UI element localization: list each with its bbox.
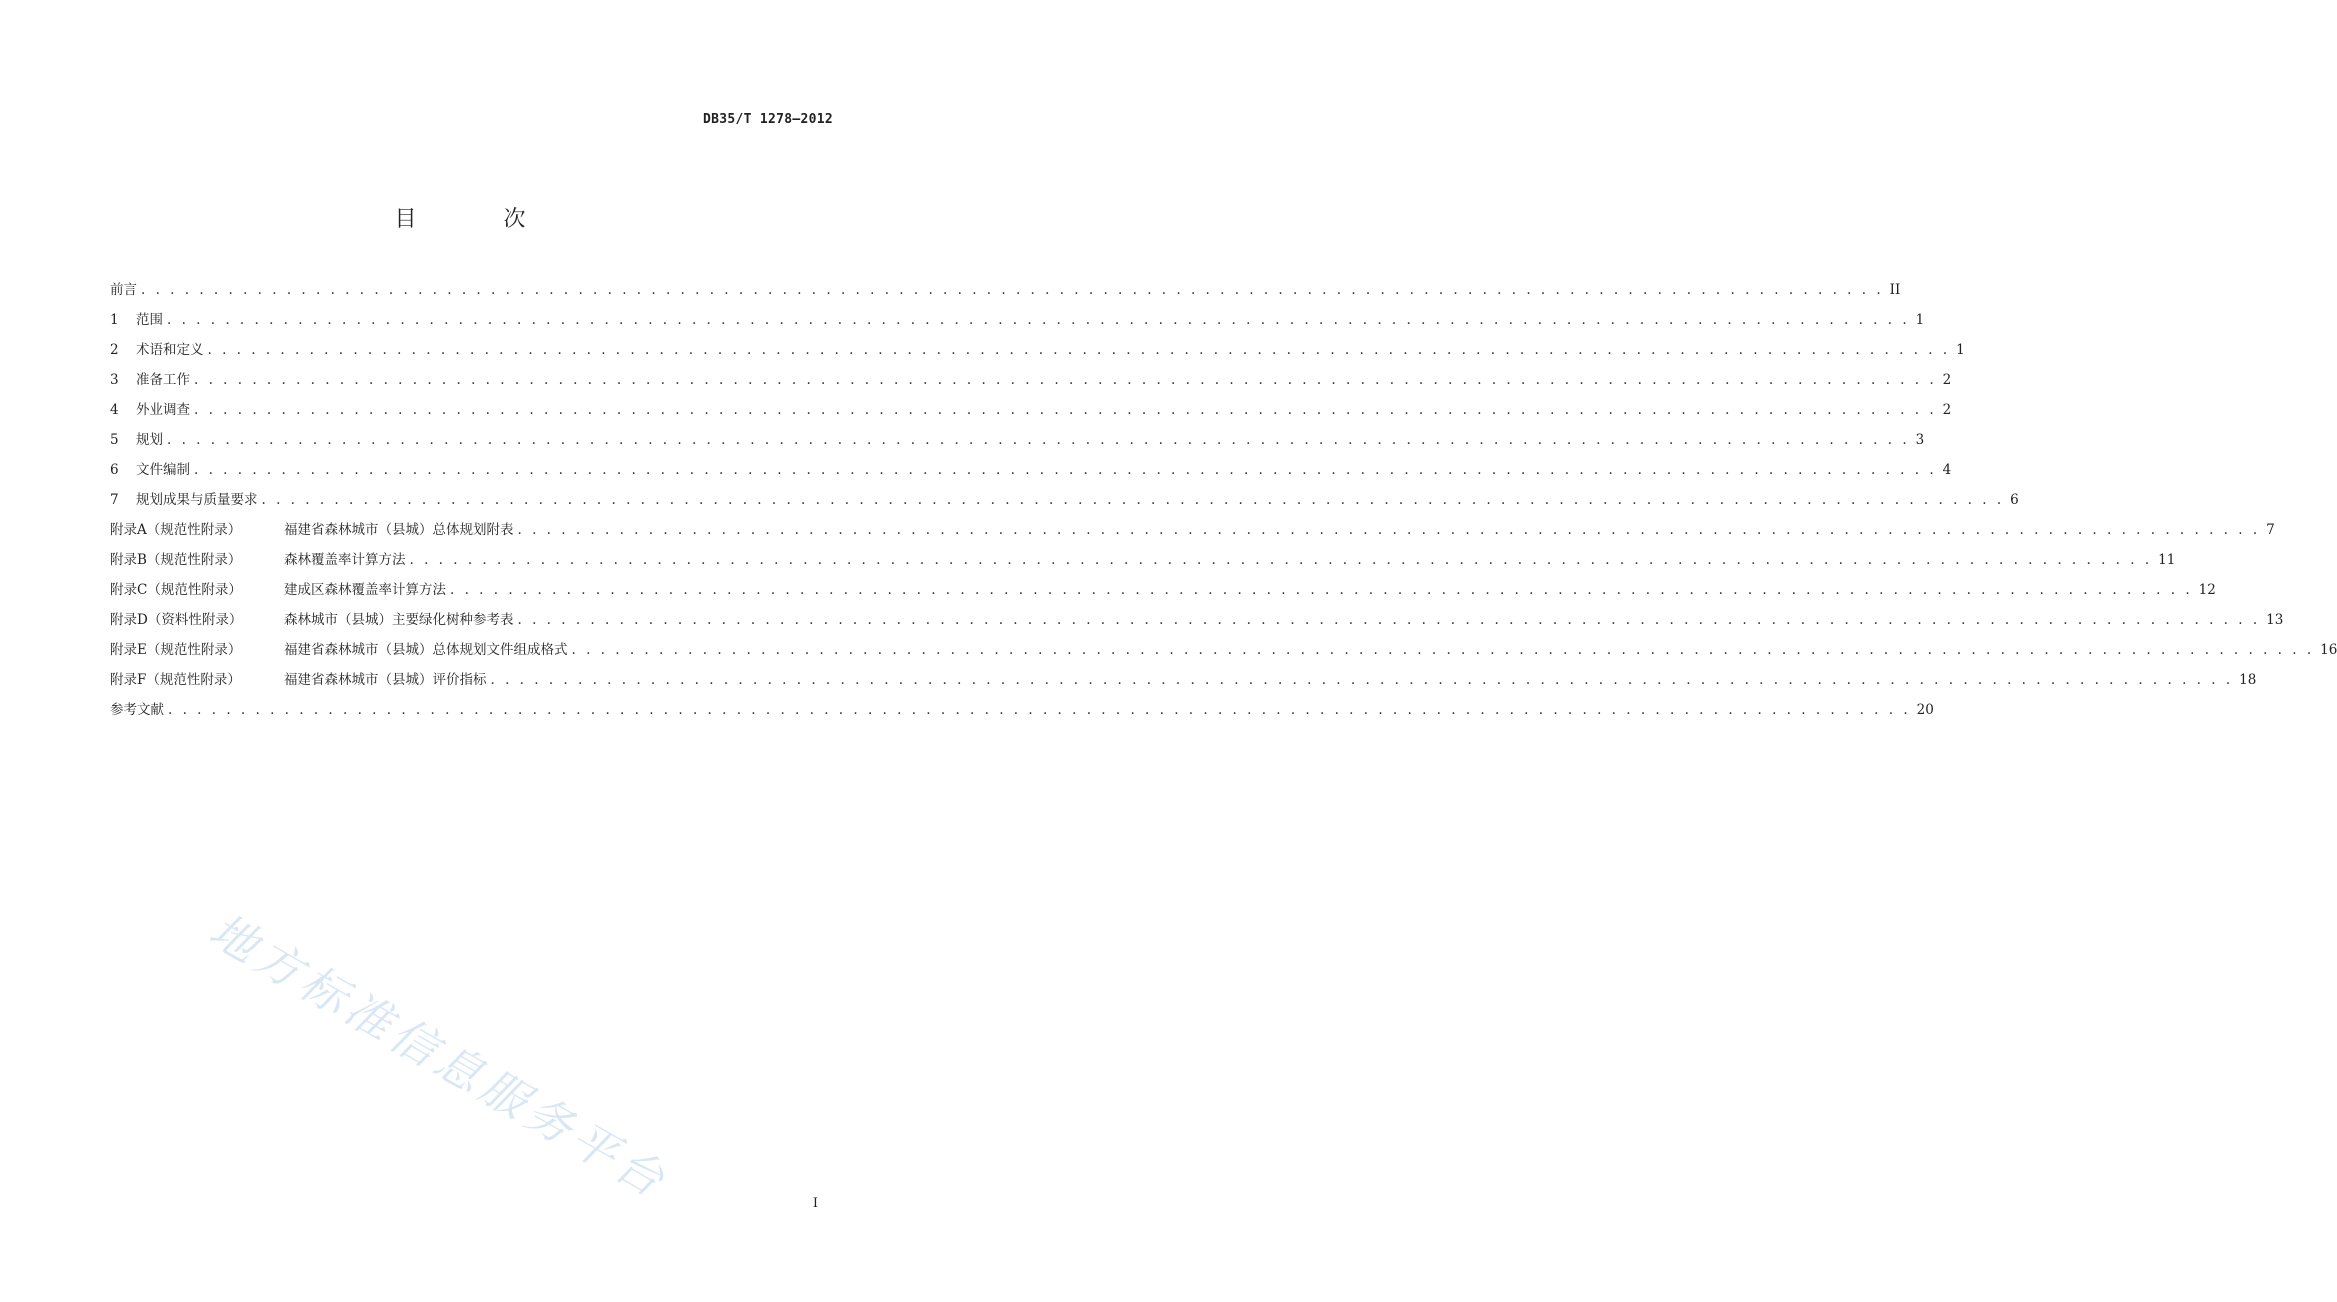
toc-entry-label xyxy=(110,305,163,335)
toc-entry-title: 术语和定义 xyxy=(136,342,204,358)
toc-entry-number: 6 xyxy=(110,462,119,478)
toc-entry-title: 准备工作 xyxy=(136,372,190,388)
toc-entry-title: 外业调查 xyxy=(136,402,190,418)
toc-entry-page: 4 xyxy=(1942,462,1952,478)
toc-entry-title: 规划成果与质量要求 xyxy=(136,492,258,508)
toc-entry-label xyxy=(110,545,406,575)
toc-appendix-marker: 附录D（资料性附录） xyxy=(110,612,243,628)
toc-entry-page: 2 xyxy=(1942,402,1952,418)
toc-leader-dots: . . . . . . . . . . . . . . . . . . . . . . . . . . . . . . . . . . . . . . . . . . . . . . . . . . . . . . . . . . . . . . . . . . . . . . . . . . . . . . . . . . . . . . . . . . . . . . . . . . . . . . . . . . . . . . . . . . . . . . . . xyxy=(490,672,2234,688)
toc-leader-dots: . . . . . . . . . . . . . . . . . . . . . . . . . . . . . . . . . . . . . . . . . . . . . . . . . . . . . . . . . . . . . . . . . . . . . . . . . . . . . . . . . . . . . . . . . . . . . . . . . . . . . . . . . . . . . . . . . . . . . . . . xyxy=(167,312,1910,328)
toc-entry-title: 福建省森林城市（县城）总体规划文件组成格式 xyxy=(284,642,568,658)
toc-leader-dots: . . . . . . . . . . . . . . . . . . . . . . . . . . . . . . . . . . . . . . . . . . . . . . . . . . . . . . . . . . . . . . . . . . . . . . . . . . . . . . . . . . . . . . . . . . . . . . . . . . . . . . . . . . . . . . . . . . . . . . . . xyxy=(517,522,2261,538)
toc-entry-label xyxy=(110,365,190,395)
toc-leader-dots: . . . . . . . . . . . . . . . . . . . . . . . . . . . . . . . . . . . . . . . . . . . . . . . . . . . . . . . . . . . . . . . . . . . . . . . . . . . . . . . . . . . . . . . . . . . . . . . . . . . . . . . . . . . . . . . . . . . . . . . . xyxy=(450,582,2193,598)
toc-entry-title: 福建省森林城市（县城）评价指标 xyxy=(284,672,487,688)
toc-entry-title: 建成区森林覆盖率计算方法 xyxy=(284,582,446,598)
toc-entry-page: 13 xyxy=(2266,612,2284,628)
toc-entry-page: 1 xyxy=(1915,312,1925,328)
toc-entry-page: 11 xyxy=(2158,552,2176,568)
page-number: I xyxy=(812,1196,818,1211)
toc-entry-title: 范围 xyxy=(136,312,163,328)
toc-entry-page: 3 xyxy=(1915,432,1925,448)
toc-entry-page: 2 xyxy=(1942,372,1952,388)
toc-entry[interactable] xyxy=(110,545,2176,575)
toc-entry-title: 森林城市（县城）主要绿化树种参考表 xyxy=(284,612,514,628)
toc-entry-title: 前言 xyxy=(110,282,137,298)
toc-entry[interactable] xyxy=(110,455,1952,485)
toc-entry-label xyxy=(110,635,568,665)
toc-entry-page: 12 xyxy=(2198,582,2216,598)
toc-entry[interactable] xyxy=(110,305,1925,335)
toc-leader-dots: . . . . . . . . . . . . . . . . . . . . . . . . . . . . . . . . . . . . . . . . . . . . . . . . . . . . . . . . . . . . . . . . . . . . . . . . . . . . . . . . . . . . . . . . . . . . . . . . . . . . . . . . . . . . . . . . . . . . . . . . xyxy=(571,642,2315,658)
toc-entry-page: 16 xyxy=(2320,642,2337,658)
toc-appendix-marker: 附录E（规范性附录） xyxy=(110,642,242,658)
toc-entry[interactable] xyxy=(110,635,2337,665)
toc-leader-dots: . . . . . . . . . . . . . . . . . . . . . . . . . . . . . . . . . . . . . . . . . . . . . . . . . . . . . . . . . . . . . . . . . . . . . . . . . . . . . . . . . . . . . . . . . . . . . . . . . . . . . . . . . . . . . . . . . . . . . . . . xyxy=(194,372,1937,388)
toc-entry-title: 文件编制 xyxy=(136,462,190,478)
page-title: 目 次 xyxy=(394,207,566,232)
toc-entry[interactable] xyxy=(110,575,2216,605)
toc-entry-number: 5 xyxy=(110,432,119,448)
toc-entry-label xyxy=(110,485,258,515)
toc-entry-page: 6 xyxy=(2010,492,2019,508)
toc-entry-page: 1 xyxy=(1956,342,1965,358)
toc-entry-label xyxy=(110,455,190,485)
toc-appendix-marker: 附录C（规范性附录） xyxy=(110,582,242,598)
watermark: 地方标准信息服务平台 xyxy=(200,902,678,1210)
toc-entry-page: II xyxy=(1889,282,1901,298)
toc-entry-title: 规划 xyxy=(136,432,163,448)
toc-entry[interactable] xyxy=(110,335,1965,365)
toc-leader-dots: . . . . . . . . . . . . . . . . . . . . . . . . . . . . . . . . . . . . . . . . . . . . . . . . . . . . . . . . . . . . . . . . . . . . . . . . . . . . . . . . . . . . . . . . . . . . . . . . . . . . . . . . . . . . . . . . . . . . . . . . xyxy=(517,612,2261,628)
toc-leader-dots: . . . . . . . . . . . . . . . . . . . . . . . . . . . . . . . . . . . . . . . . . . . . . . . . . . . . . . . . . . . . . . . . . . . . . . . . . . . . . . . . . . . . . . . . . . . . . . . . . . . . . . . . . . . . . . . . . . . . . . . . xyxy=(194,462,1937,478)
toc-entry-number: 4 xyxy=(110,402,119,418)
toc-entry-page: 18 xyxy=(2239,672,2257,688)
table-of-contents xyxy=(110,275,2337,725)
toc-entry-label xyxy=(110,695,164,725)
toc-entry-label xyxy=(110,275,137,305)
toc-entry-label xyxy=(110,425,163,455)
toc-entry-label xyxy=(110,575,446,605)
toc-entry-number: 2 xyxy=(110,342,119,358)
toc-entry-number: 3 xyxy=(110,372,119,388)
document-code: DB35/T 1278—2012 xyxy=(702,112,833,127)
toc-entry[interactable] xyxy=(110,275,1901,305)
toc-entry-label xyxy=(110,605,514,635)
toc-leader-dots: . . . . . . . . . . . . . . . . . . . . . . . . . . . . . . . . . . . . . . . . . . . . . . . . . . . . . . . . . . . . . . . . . . . . . . . . . . . . . . . . . . . . . . . . . . . . . . . . . . . . . . . . . . . . . . . . . . . . . . . . xyxy=(168,702,1911,718)
toc-leader-dots: . . . . . . . . . . . . . . . . . . . . . . . . . . . . . . . . . . . . . . . . . . . . . . . . . . . . . . . . . . . . . . . . . . . . . . . . . . . . . . . . . . . . . . . . . . . . . . . . . . . . . . . . . . . . . . . . . . . . . . . . xyxy=(141,282,1884,298)
toc-leader-dots: . . . . . . . . . . . . . . . . . . . . . . . . . . . . . . . . . . . . . . . . . . . . . . . . . . . . . . . . . . . . . . . . . . . . . . . . . . . . . . . . . . . . . . . . . . . . . . . . . . . . . . . . . . . . . . . . . . . . . . . . xyxy=(167,432,1910,448)
toc-entry-number: 1 xyxy=(110,312,119,328)
toc-entry-title: 森林覆盖率计算方法 xyxy=(284,552,406,568)
toc-appendix-marker: 附录A（规范性附录） xyxy=(110,522,242,538)
toc-entry-label xyxy=(110,515,514,545)
toc-entry-title: 福建省森林城市（县城）总体规划附表 xyxy=(284,522,514,538)
toc-entry-page: 7 xyxy=(2266,522,2275,538)
toc-entry-page: 20 xyxy=(1916,702,1934,718)
toc-entry[interactable] xyxy=(110,515,2275,545)
toc-entry[interactable] xyxy=(110,425,1925,455)
toc-entry[interactable] xyxy=(110,365,1952,395)
toc-leader-dots: . . . . . . . . . . . . . . . . . . . . . . . . . . . . . . . . . . . . . . . . . . . . . . . . . . . . . . . . . . . . . . . . . . . . . . . . . . . . . . . . . . . . . . . . . . . . . . . . . . . . . . . . . . . . . . . . . . . . . . . . xyxy=(409,552,2153,568)
toc-entry-label xyxy=(110,335,204,365)
toc-leader-dots: . . . . . . . . . . . . . . . . . . . . . . . . . . . . . . . . . . . . . . . . . . . . . . . . . . . . . . . . . . . . . . . . . . . . . . . . . . . . . . . . . . . . . . . . . . . . . . . . . . . . . . . . . . . . . . . . . . . . . . . . xyxy=(194,402,1937,418)
toc-entry-label xyxy=(110,395,190,425)
toc-entry[interactable] xyxy=(110,695,1934,725)
toc-entry-number: 7 xyxy=(110,492,119,508)
toc-entry-title: 参考文献 xyxy=(110,702,164,718)
toc-entry-label xyxy=(110,665,487,695)
toc-entry[interactable] xyxy=(110,665,2257,695)
toc-appendix-marker: 附录B（规范性附录） xyxy=(110,552,242,568)
toc-leader-dots: . . . . . . . . . . . . . . . . . . . . . . . . . . . . . . . . . . . . . . . . . . . . . . . . . . . . . . . . . . . . . . . . . . . . . . . . . . . . . . . . . . . . . . . . . . . . . . . . . . . . . . . . . . . . . . . . . . . . . . . . xyxy=(207,342,1951,358)
toc-entry[interactable] xyxy=(110,605,2284,635)
toc-entry[interactable] xyxy=(110,395,1952,425)
toc-leader-dots: . . . . . . . . . . . . . . . . . . . . . . . . . . . . . . . . . . . . . . . . . . . . . . . . . . . . . . . . . . . . . . . . . . . . . . . . . . . . . . . . . . . . . . . . . . . . . . . . . . . . . . . . . . . . . . . . . . . . . . . . xyxy=(261,492,2005,508)
toc-appendix-marker: 附录F（规范性附录） xyxy=(110,672,241,688)
toc-entry[interactable] xyxy=(110,485,2019,515)
